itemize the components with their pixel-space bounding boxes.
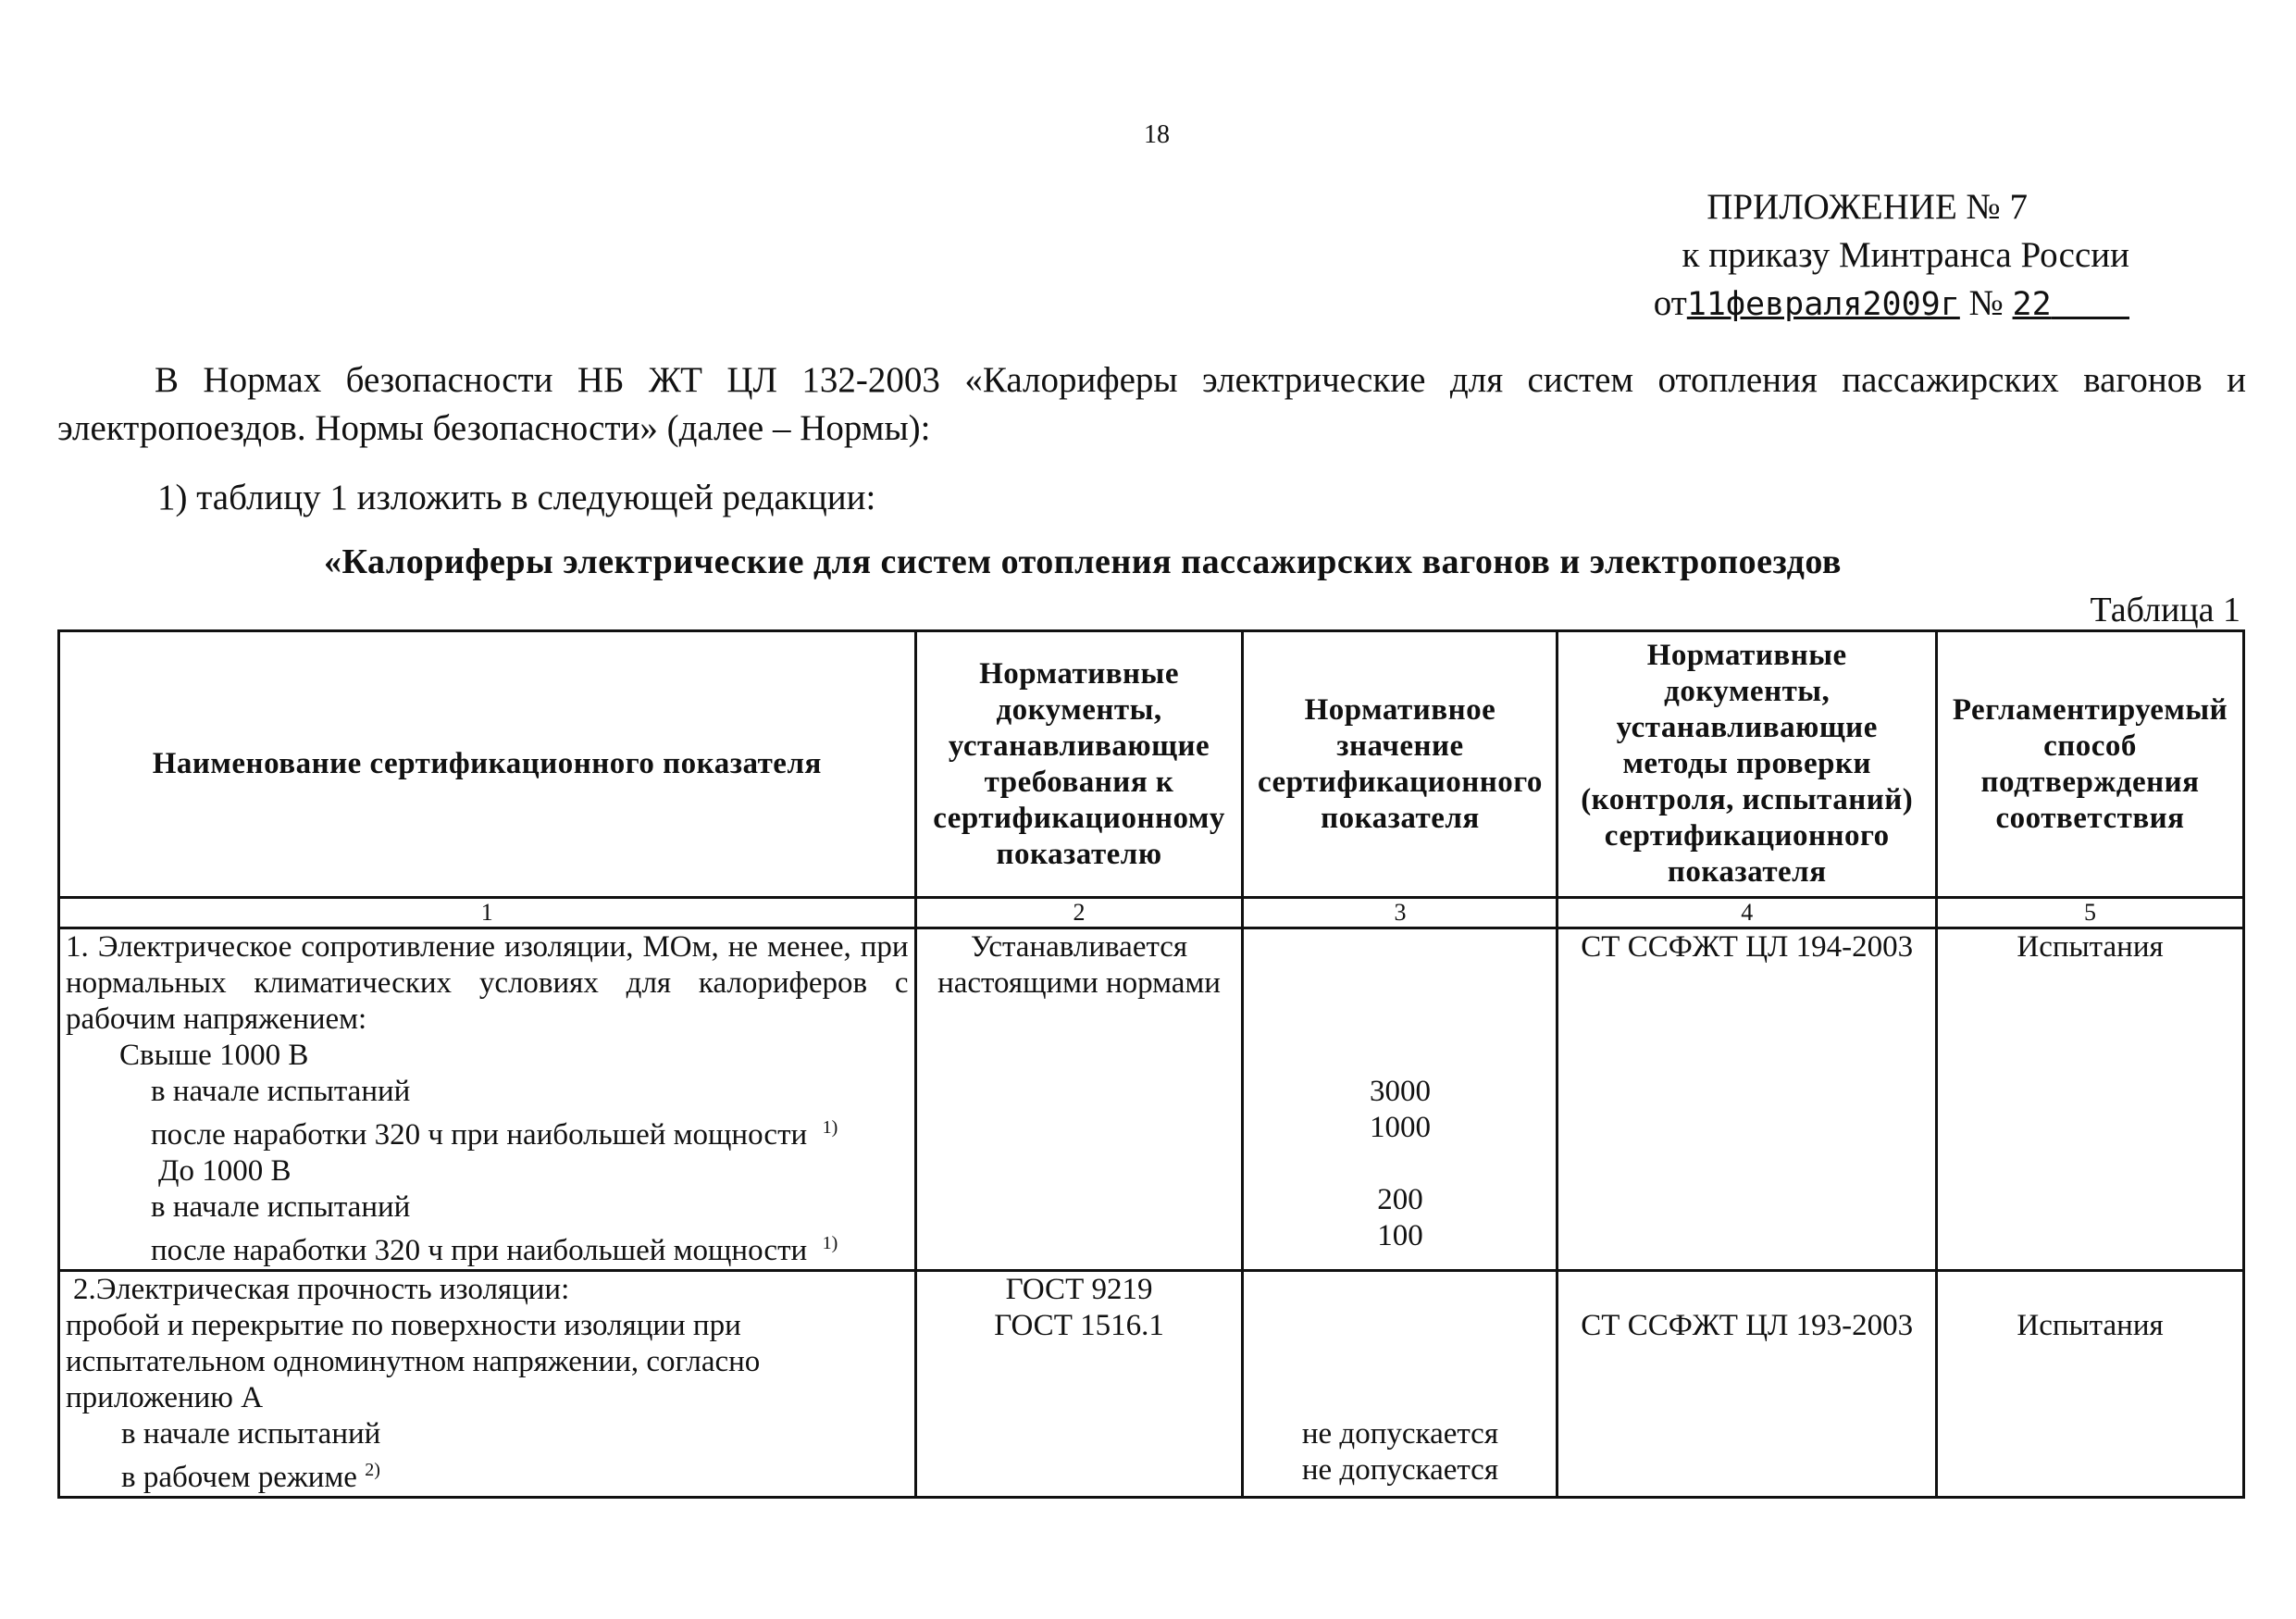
indicator-title: 2.Электрическая прочность изоляции:: [73, 1273, 570, 1306]
confirmation-value: Испытания: [2017, 1309, 2164, 1342]
value: не допускается: [1301, 1417, 1499, 1451]
order-number: 22: [2012, 286, 2052, 323]
value-cell: [1243, 1271, 1558, 1498]
page-number: 18: [1144, 120, 1170, 149]
appendix-title: ПРИЛОЖЕНИЕ № 7: [1706, 187, 2028, 227]
table-caption: «Калориферы электрические для систем отопления пассажирских вагонов и электропоездов: [324, 542, 1842, 581]
standard-ref: ГОСТ 9219: [1005, 1273, 1153, 1306]
condition-label: в начале испытаний: [151, 1075, 411, 1108]
confirmation-cell: [1937, 1271, 2244, 1498]
appendix-order-line: к приказу Минтранса России: [1682, 235, 2129, 275]
intro-paragraph: В Нормах безопасности НБ ЖТ ЦЛ 132-2003 «Калориферы электрические для систем отопления пассажирских вагонов и электропоездов. Нормы безопасности» (далее – Нормы):: [57, 360, 2246, 448]
condition-label: в начале испытаний: [121, 1417, 381, 1451]
voltage-group-label: До 1000 В: [158, 1154, 292, 1188]
date-prefix: от: [1653, 283, 1687, 323]
requirement-docs-cell: Устанавливается настоящими нормами: [915, 928, 1243, 1271]
column-number-row: [59, 898, 2244, 928]
header-normative-value: Нормативное значение сертификационного показателя: [1243, 631, 1558, 898]
table-row: [59, 1271, 2244, 1498]
method-ref: СТ ССФЖТ ЦЛ 193-2003: [1581, 1309, 1914, 1342]
item-1: 1) таблицу 1 изложить в следующей редакции:: [157, 478, 876, 517]
value: не допускается: [1301, 1453, 1499, 1487]
condition-label: в рабочем режиме $^{2)}$: [121, 1460, 380, 1494]
value: 200: [1377, 1183, 1423, 1216]
value-cell: [1243, 928, 1558, 1271]
table-label: Таблица 1: [2090, 591, 2240, 629]
condition-label: после наработки 320 ч при наибольшей мощности $^{1)}$: [151, 1117, 838, 1152]
requirement-docs-cell: [915, 1271, 1243, 1498]
header-indicator-name: Наименование сертификационного показателя: [59, 631, 916, 898]
table-row: [59, 928, 2244, 1271]
table-header-row: [59, 631, 2244, 898]
condition-label: после наработки 320 ч при наибольшей мощности $^{1)}$: [151, 1233, 838, 1267]
order-date: 11февраля2009г: [1686, 286, 1960, 323]
value: 100: [1377, 1219, 1423, 1252]
indicator-cell: [59, 1271, 916, 1498]
indicator-cell: [59, 928, 916, 1271]
norms-table: [57, 629, 2245, 1499]
method-docs-cell: [1558, 1271, 1937, 1498]
value: 1000: [1369, 1111, 1431, 1144]
column-number: 5: [1937, 898, 2244, 928]
column-number: 3: [1243, 898, 1558, 928]
column-number: 2: [915, 898, 1243, 928]
confirmation-cell: Испытания: [1937, 928, 2244, 1271]
method-docs-cell: СТ ССФЖТ ЦЛ 194-2003: [1558, 928, 1937, 1271]
header-requirement-docs: Нормативные документы, устанавливающие требования к сертификационному показателю: [915, 631, 1243, 898]
voltage-group-label: Свыше 1000 В: [119, 1039, 309, 1072]
indicator-title: 1. Электрическое сопротивление изоляции, МОм, не менее, при нормальных климатических условиях для калориферов с рабочим напряжением:: [66, 930, 909, 1036]
column-number: 4: [1558, 898, 1937, 928]
header-confirmation-method: Регламентируемый способ подтверждения соответствия: [1937, 631, 2244, 898]
standard-ref: ГОСТ 1516.1: [994, 1309, 1164, 1342]
condition-label: в начале испытаний: [151, 1190, 411, 1224]
number-prefix: №: [1968, 283, 2004, 323]
appendix-date-line: [1482, 280, 2129, 329]
value: 3000: [1369, 1075, 1431, 1108]
header-method-docs: Нормативные документы, устанавливающие методы проверки (контроля, испытаний) сертификационного показателя: [1558, 631, 1937, 898]
indicator-description: пробой и перекрытие по поверхности изоляции при испытательном одноминутном напряжении, согласно приложению А: [66, 1309, 761, 1414]
appendix-header: [1482, 183, 2129, 329]
column-number: 1: [59, 898, 916, 928]
